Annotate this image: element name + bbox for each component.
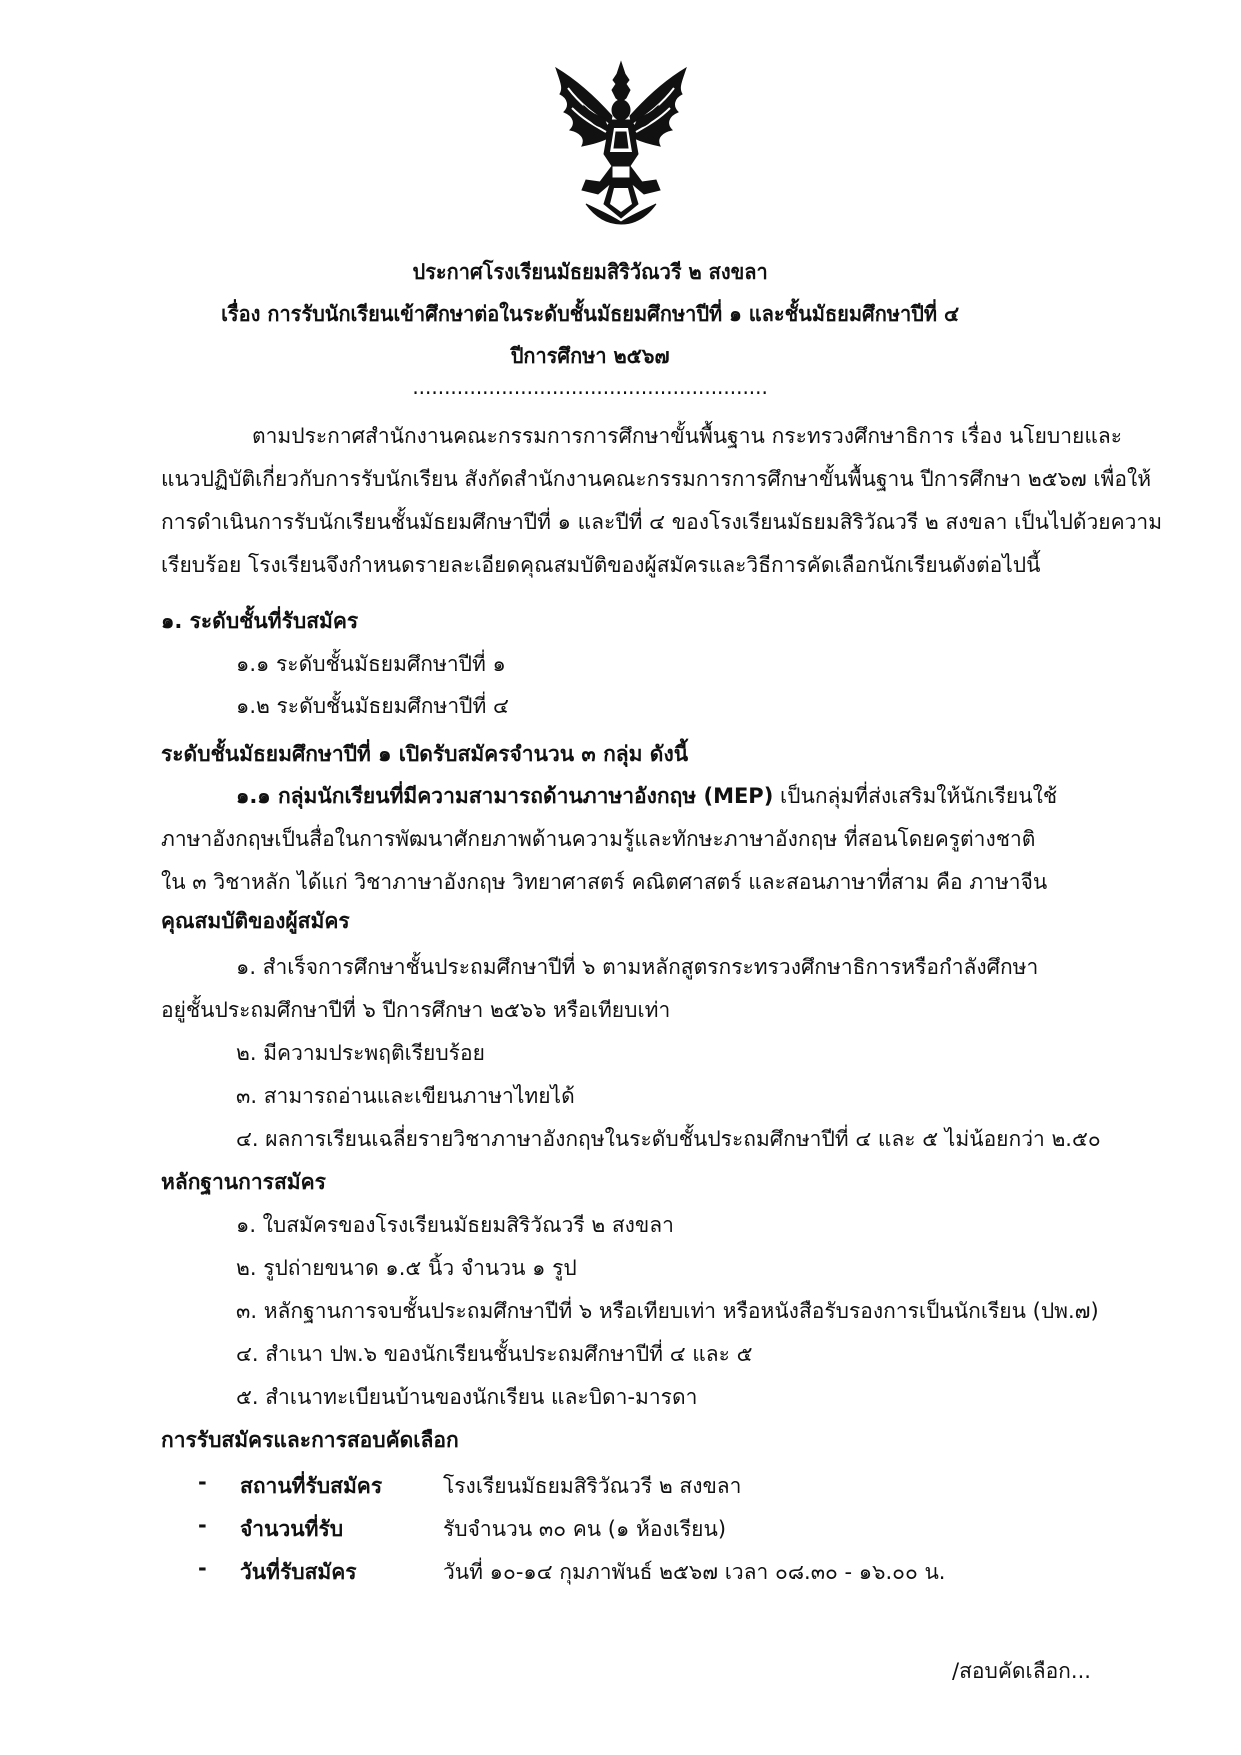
document-item-2: ๒. รูปถ่ายขนาด ๑.๕ นิ้ว จำนวน ๑ รูป [236, 1256, 577, 1280]
document-item-4: ๔. สำเนา ปพ.๖ ของนักเรียนชั้นประถมศึกษาปีที่ ๔ และ ๕ [236, 1342, 753, 1366]
section1-item-1: ๑.๑ ระดับชั้นมัธยมศึกษาปีที่ ๑ [236, 652, 506, 676]
row-key-location: สถานที่รับสมัคร [240, 1474, 383, 1498]
qualification-item-1-cont: อยู่ชั้นประถมศึกษาปีที่ ๖ ปีการศึกษา ๒๕๖๖ หรือเทียบเท่า [161, 998, 671, 1022]
row-value-quota: รับจำนวน ๓๐ คน (๑ ห้องเรียน) [443, 1517, 727, 1541]
m1-group-line-3: ใน ๓ วิชาหลัก ได้แก่ วิชาภาษาอังกฤษ วิทยาศาสตร์ คณิตศาสตร์ และสอนภาษาที่สาม คือ ภาษาจีน [161, 870, 1048, 894]
garuda-emblem-icon [546, 58, 696, 226]
m1-group-rest: เป็นกลุ่มที่ส่งเสริมให้นักเรียนใช้ [773, 784, 1058, 808]
document-item-1: ๑. ใบสมัครของโรงเรียนมัธยมสิริวัณวรี ๒ สงขลา [236, 1213, 674, 1237]
row-bullet: - [198, 1513, 207, 1537]
row-value-location: โรงเรียนมัธยมสิริวัณวรี ๒ สงขลา [443, 1474, 742, 1498]
qualification-item-4: ๔. ผลการเรียนเฉลี่ยรายวิชาภาษาอังกฤษในระดับชั้นประถมศึกษาปีที่ ๔ และ ๕ ไม่น้อยกว่า ๒.๕๐ [236, 1127, 1101, 1151]
row-key-date: วันที่รับสมัคร [240, 1560, 357, 1584]
academic-year: ปีการศึกษา ๒๕๖๗ [510, 344, 670, 368]
intro-line-1: ตามประกาศสำนักงานคณะกรรมการการศึกษาขั้นพื้นฐาน กระทรวงศึกษาธิการ เรื่อง นโยบายและ [252, 424, 1123, 448]
section1-item-2: ๑.๒ ระดับชั้นมัธยมศึกษาปีที่ ๔ [236, 694, 509, 718]
row-value-date: วันที่ ๑๐-๑๔ กุมภาพันธ์ ๒๕๖๗ เวลา ๐๘.๓๐ - ๑๖.๐๐ น. [443, 1560, 946, 1584]
qualification-item-1: ๑. สำเร็จการศึกษาชั้นประถมศึกษาปีที่ ๖ ตามหลักสูตรกระทรวงศึกษาธิการหรือกำลังศึกษา [236, 955, 1039, 979]
announcement-subject: เรื่อง การรับนักเรียนเข้าศึกษาต่อในระดับชั้นมัธยมศึกษาปีที่ ๑ และชั้นมัธยมศึกษาปีที่ ๔ [221, 302, 960, 326]
intro-line-3: การดำเนินการรับนักเรียนชั้นมัธยมศึกษาปีที่ ๑ และปีที่ ๔ ของโรงเรียนมัธยมสิริวัณวรี ๒ สงขลา เป็นไปด้วยความ [161, 510, 1163, 534]
application-heading: การรับสมัครและการสอบคัดเลือก [161, 1428, 459, 1452]
row-bullet: - [198, 1470, 207, 1494]
m1-group-title: ๑.๑ กลุ่มนักเรียนที่มีความสามารถด้านภาษาอังกฤษ (MEP) [236, 784, 774, 808]
header-rule: ........................................................ [412, 375, 768, 399]
qualifications-heading: คุณสมบัติของผู้สมัคร [161, 909, 350, 933]
qualification-item-2: ๒. มีความประพฤติเรียบร้อย [236, 1041, 485, 1065]
section1-heading: ๑. ระดับชั้นที่รับสมัคร [161, 609, 359, 633]
m1-heading: ระดับชั้นมัธยมศึกษาปีที่ ๑ เปิดรับสมัครจำนวน ๓ กลุ่ม ดังนี้ [161, 742, 689, 766]
document-item-3: ๓. หลักฐานการจบชั้นประถมศึกษาปีที่ ๖ หรือเทียบเท่า หรือหนังสือรับรองการเป็นนักเรียน (ปพ.๗) [236, 1299, 1099, 1323]
continued-footer: /สอบคัดเลือก... [952, 1659, 1091, 1683]
documents-heading: หลักฐานการสมัคร [161, 1170, 326, 1194]
document-item-5: ๕. สำเนาทะเบียนบ้านของนักเรียน และบิดา-มารดา [236, 1385, 698, 1409]
row-bullet: - [198, 1556, 207, 1580]
intro-line-2: แนวปฏิบัติเกี่ยวกับการรับนักเรียน สังกัดสำนักงานคณะกรรมการการศึกษาขั้นพื้นฐาน ปีการศึกษา ๒๕๖๗ เพื่อให้ [161, 467, 1152, 491]
announcement-title: ประกาศโรงเรียนมัธยมสิริวัณวรี ๒ สงขลา [412, 260, 768, 284]
m1-group-line-2: ภาษาอังกฤษเป็นสื่อในการพัฒนาศักยภาพด้านความรู้และทักษะภาษาอังกฤษ ที่สอนโดยครูต่างชาติ [161, 827, 1036, 851]
row-key-quota: จำนวนที่รับ [240, 1517, 344, 1541]
intro-line-4: เรียบร้อย โรงเรียนจึงกำหนดรายละเอียดคุณสมบัติของผู้สมัครและวิธีการคัดเลือกนักเรียนดังต่อไปนี้ [161, 553, 1041, 577]
m1-group-line-1 [236, 780, 1057, 813]
qualification-item-3: ๓. สามารถอ่านและเขียนภาษาไทยได้ [236, 1084, 575, 1108]
